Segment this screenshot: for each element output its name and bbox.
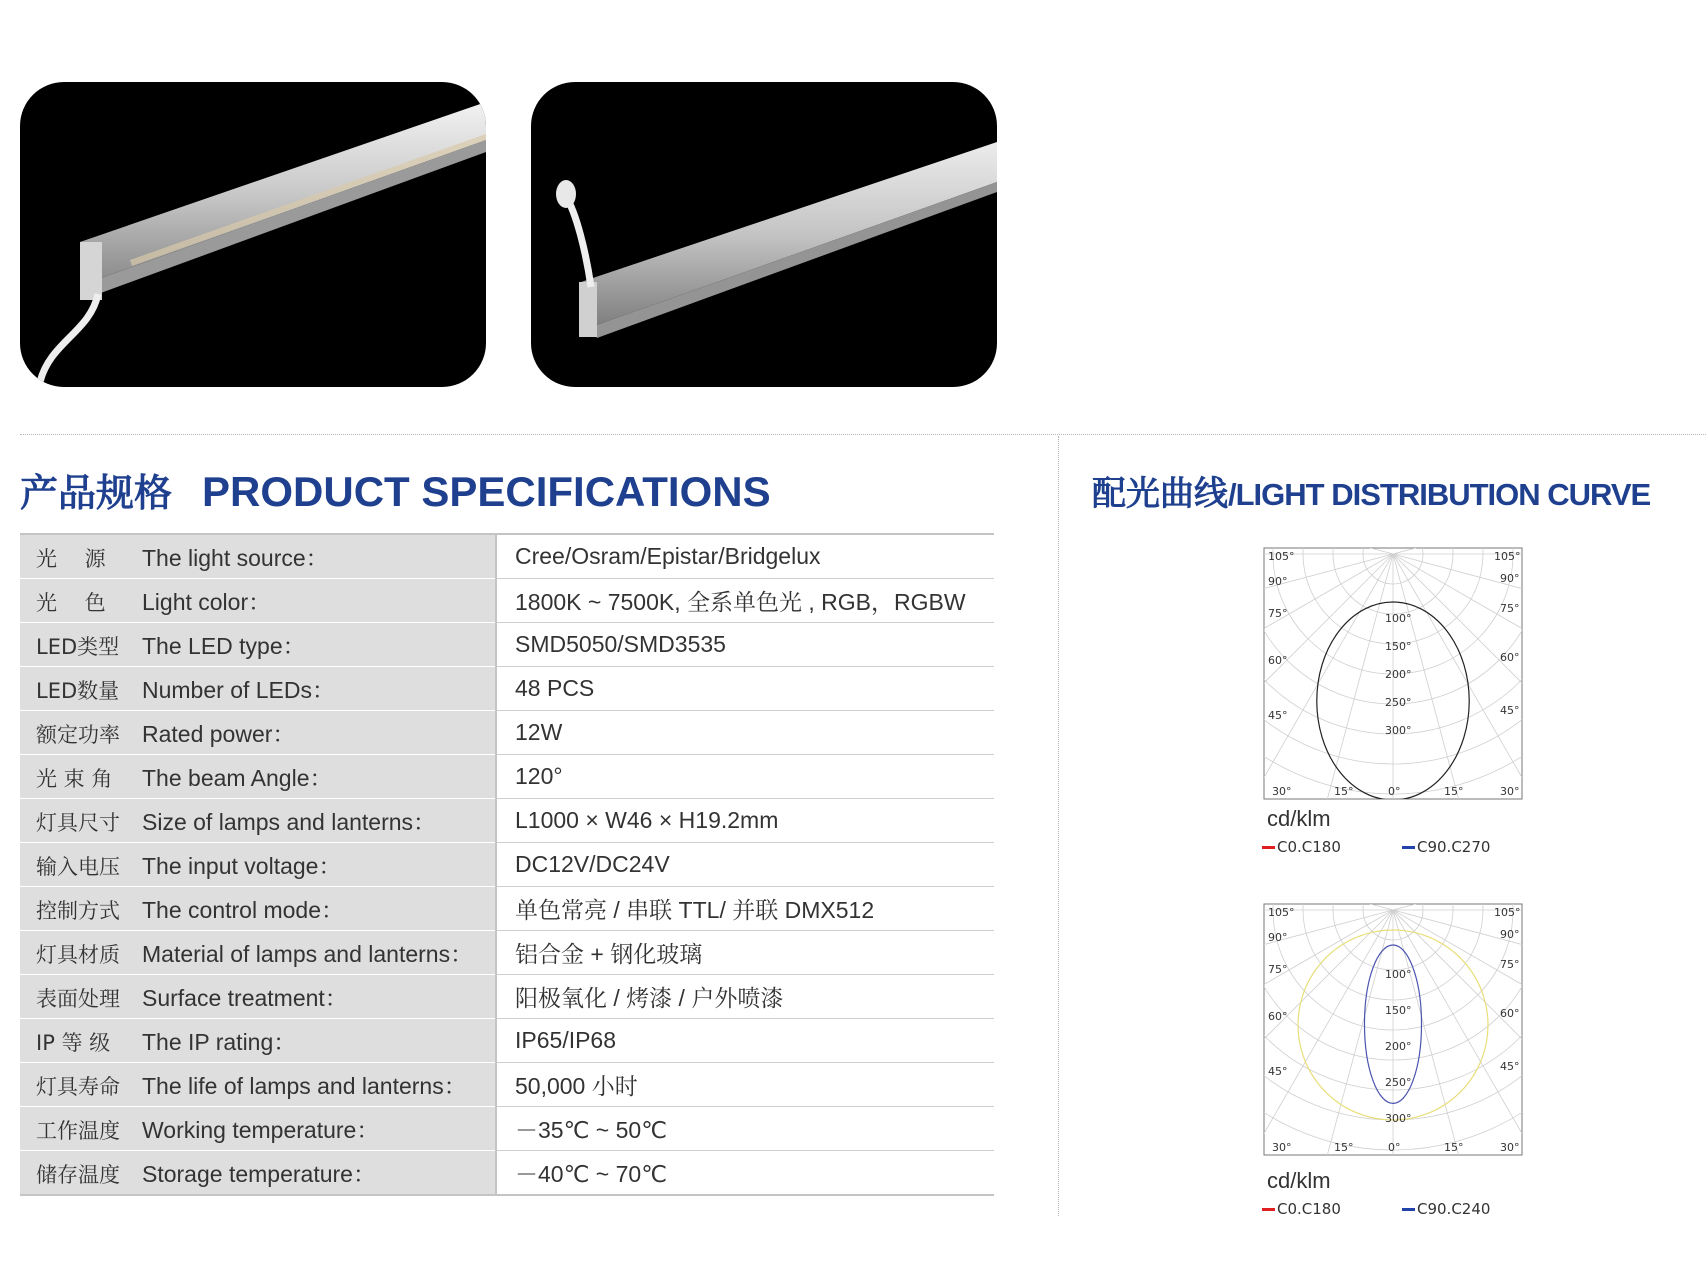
spec-label-en: The beam Angle： <box>142 765 333 791</box>
spec-label-cell <box>20 1107 496 1151</box>
spec-label-cn: 储存温度 <box>36 1163 120 1187</box>
angle-label: 0° <box>1388 1141 1401 1154</box>
spec-title-cn: 产品规格 <box>20 471 173 515</box>
legend-swatch <box>1402 846 1415 849</box>
curve-section-title <box>1092 466 1650 515</box>
spec-label-en: Number of LEDs： <box>142 677 336 703</box>
spec-row <box>20 887 994 931</box>
angle-label: 90° <box>1268 575 1288 588</box>
legend-label: C90.C270 <box>1417 838 1491 856</box>
spec-label-cn: IP 等 级 <box>36 1031 111 1055</box>
spec-label-en: Light color： <box>142 589 272 615</box>
section-divider <box>20 434 1706 435</box>
spec-label-cn: LED数量 <box>36 679 120 703</box>
angle-label: 30° <box>1272 1141 1292 1154</box>
spec-row <box>20 1063 994 1107</box>
angle-label: 105° <box>1494 550 1521 563</box>
radial-label: 250° <box>1385 1076 1412 1089</box>
spec-value: 铝合金 + 钢化玻璃 <box>496 931 994 975</box>
spec-value: －40℃ ~ 70℃ <box>496 1151 994 1196</box>
spec-section-title <box>20 462 771 515</box>
polar-chart-2 <box>1262 902 1524 1157</box>
spec-row <box>20 711 994 755</box>
spec-label-en: Working temperature： <box>142 1117 380 1143</box>
product-photo-left <box>20 82 486 387</box>
radial-label: 250° <box>1385 696 1412 709</box>
angle-label: 105° <box>1268 550 1295 563</box>
spec-label-en: Size of lamps and lanterns： <box>142 809 437 835</box>
product-photo-right <box>531 82 997 387</box>
spec-label-cell <box>20 975 496 1019</box>
spec-row <box>20 755 994 799</box>
spec-row <box>20 1019 994 1063</box>
spec-row <box>20 975 994 1019</box>
legend-item <box>1402 1200 1490 1218</box>
spec-row <box>20 931 994 975</box>
radial-label: 200° <box>1385 1040 1412 1053</box>
spec-label-cn: 光 色 <box>36 591 106 615</box>
angle-label: 105° <box>1268 906 1295 919</box>
spec-label-cell <box>20 623 496 667</box>
legend-swatch <box>1262 846 1275 849</box>
legend-item <box>1262 838 1341 856</box>
spec-value: 1800K ~ 7500K, 全系单色光 , RGB，RGBW <box>496 579 994 623</box>
spec-label-cell <box>20 755 496 799</box>
spec-label-cn: 控制方式 <box>36 899 120 923</box>
angle-label: 75° <box>1500 602 1520 615</box>
spec-label-cn: 光 源 <box>36 547 106 571</box>
radial-label: 150° <box>1385 1004 1412 1017</box>
angle-label: 60° <box>1500 651 1520 664</box>
spec-label-cell <box>20 1019 496 1063</box>
spec-value: 单色常亮 / 串联 TTL/ 并联 DMX512 <box>496 887 994 931</box>
spec-label-cn: 输入电压 <box>36 855 120 879</box>
radial-label: 300° <box>1385 1112 1412 1125</box>
angle-label: 90° <box>1500 572 1520 585</box>
spec-label-cn: 表面处理 <box>36 987 120 1011</box>
legend-label: C0.C180 <box>1277 838 1341 856</box>
spec-label-cn: 额定功率 <box>36 723 120 747</box>
spec-label-cell <box>20 931 496 975</box>
angle-label: 15° <box>1334 1141 1354 1154</box>
angle-label: 15° <box>1444 785 1464 798</box>
chart-1-unit: cd/klm <box>1267 806 1331 831</box>
spec-value: SMD5050/SMD3535 <box>496 623 994 667</box>
spec-label-cell <box>20 1151 496 1196</box>
radial-label: 100° <box>1385 612 1412 625</box>
legend-item <box>1402 838 1490 856</box>
angle-label: 105° <box>1494 906 1521 919</box>
spec-value: －35℃ ~ 50℃ <box>496 1107 994 1151</box>
angle-label: 45° <box>1500 1060 1520 1073</box>
angle-label: 15° <box>1334 785 1354 798</box>
spec-label-cell <box>20 843 496 887</box>
angle-label: 0° <box>1388 785 1401 798</box>
chart-2-unit: cd/klm <box>1267 1168 1331 1193</box>
spec-label-en: The LED type： <box>142 633 306 659</box>
polar-chart-1 <box>1262 546 1524 801</box>
legend-label: C90.C240 <box>1417 1200 1491 1218</box>
angle-label: 60° <box>1268 654 1288 667</box>
spec-label-cn: 光 束 角 <box>36 767 113 791</box>
angle-label: 75° <box>1268 963 1288 976</box>
column-divider <box>1058 436 1059 1216</box>
spec-row <box>20 623 994 667</box>
angle-label: 90° <box>1500 928 1520 941</box>
radial-label: 300° <box>1385 724 1412 737</box>
spec-label-cell <box>20 711 496 755</box>
spec-row <box>20 667 994 711</box>
spec-label-en: The life of lamps and lanterns： <box>142 1073 467 1099</box>
legend-label: C0.C180 <box>1277 1200 1341 1218</box>
angle-label: 90° <box>1268 931 1288 944</box>
radial-label: 200° <box>1385 668 1412 681</box>
legend-swatch <box>1402 1208 1415 1211</box>
angle-label: 45° <box>1268 1065 1288 1078</box>
spec-value: L1000 × W46 × H19.2mm <box>496 799 994 843</box>
spec-row <box>20 579 994 623</box>
spec-label-cell <box>20 887 496 931</box>
spec-label-cell <box>20 667 496 711</box>
spec-value: DC12V/DC24V <box>496 843 994 887</box>
spec-value: 阳极氧化 / 烤漆 / 户外喷漆 <box>496 975 994 1019</box>
spec-value: IP65/IP68 <box>496 1019 994 1063</box>
spec-row <box>20 1107 994 1151</box>
spec-label-cell <box>20 534 496 579</box>
spec-label-cell <box>20 579 496 623</box>
spec-value: 48 PCS <box>496 667 994 711</box>
spec-title-en: PRODUCT SPECIFICATIONS <box>202 468 771 515</box>
curve-title-cn: 配光曲线 <box>1092 474 1228 514</box>
spec-value: 12W <box>496 711 994 755</box>
spec-value: 50,000 小时 <box>496 1063 994 1107</box>
spec-value: Cree/Osram/Epistar/Bridgelux <box>496 534 994 579</box>
spec-table <box>20 533 994 1196</box>
curve-title-en: /LIGHT DISTRIBUTION CURVE <box>1228 477 1651 512</box>
spec-row <box>20 799 994 843</box>
spec-label-en: The IP rating： <box>142 1029 297 1055</box>
spec-label-cn: 灯具材质 <box>36 943 120 967</box>
angle-label: 30° <box>1272 785 1292 798</box>
angle-label: 45° <box>1268 709 1288 722</box>
spec-label-en: Surface treatment： <box>142 985 348 1011</box>
spec-row <box>20 1151 994 1196</box>
spec-label-en: Rated power： <box>142 721 296 747</box>
spec-label-cell <box>20 799 496 843</box>
angle-label: 75° <box>1268 607 1288 620</box>
angle-label: 30° <box>1500 1141 1520 1154</box>
legend-item <box>1262 1200 1341 1218</box>
angle-label: 60° <box>1268 1010 1288 1023</box>
spec-label-en: The control mode： <box>142 897 344 923</box>
angle-label: 15° <box>1444 1141 1464 1154</box>
spec-label-cn: 灯具尺寸 <box>36 811 120 835</box>
spec-label-cn: LED类型 <box>36 635 120 659</box>
light-distribution-chart-2 <box>1262 902 1522 1222</box>
spec-label-cell <box>20 1063 496 1107</box>
angle-label: 30° <box>1500 785 1520 798</box>
spec-label-en: Material of lamps and lanterns： <box>142 941 474 967</box>
spec-label-en: The input voltage： <box>142 853 342 879</box>
spec-label-cn: 灯具寿命 <box>36 1075 120 1099</box>
spec-row <box>20 534 994 579</box>
angle-label: 75° <box>1500 958 1520 971</box>
spec-label-cn: 工作温度 <box>36 1119 120 1143</box>
light-distribution-chart-1 <box>1262 546 1522 866</box>
angle-label: 45° <box>1500 704 1520 717</box>
radial-label: 100° <box>1385 968 1412 981</box>
spec-label-en: The light source： <box>142 545 329 571</box>
spec-value: 120° <box>496 755 994 799</box>
spec-row <box>20 843 994 887</box>
spec-label-en: Storage temperature： <box>142 1161 376 1187</box>
legend-swatch <box>1262 1208 1275 1211</box>
angle-label: 60° <box>1500 1007 1520 1020</box>
radial-label: 150° <box>1385 640 1412 653</box>
